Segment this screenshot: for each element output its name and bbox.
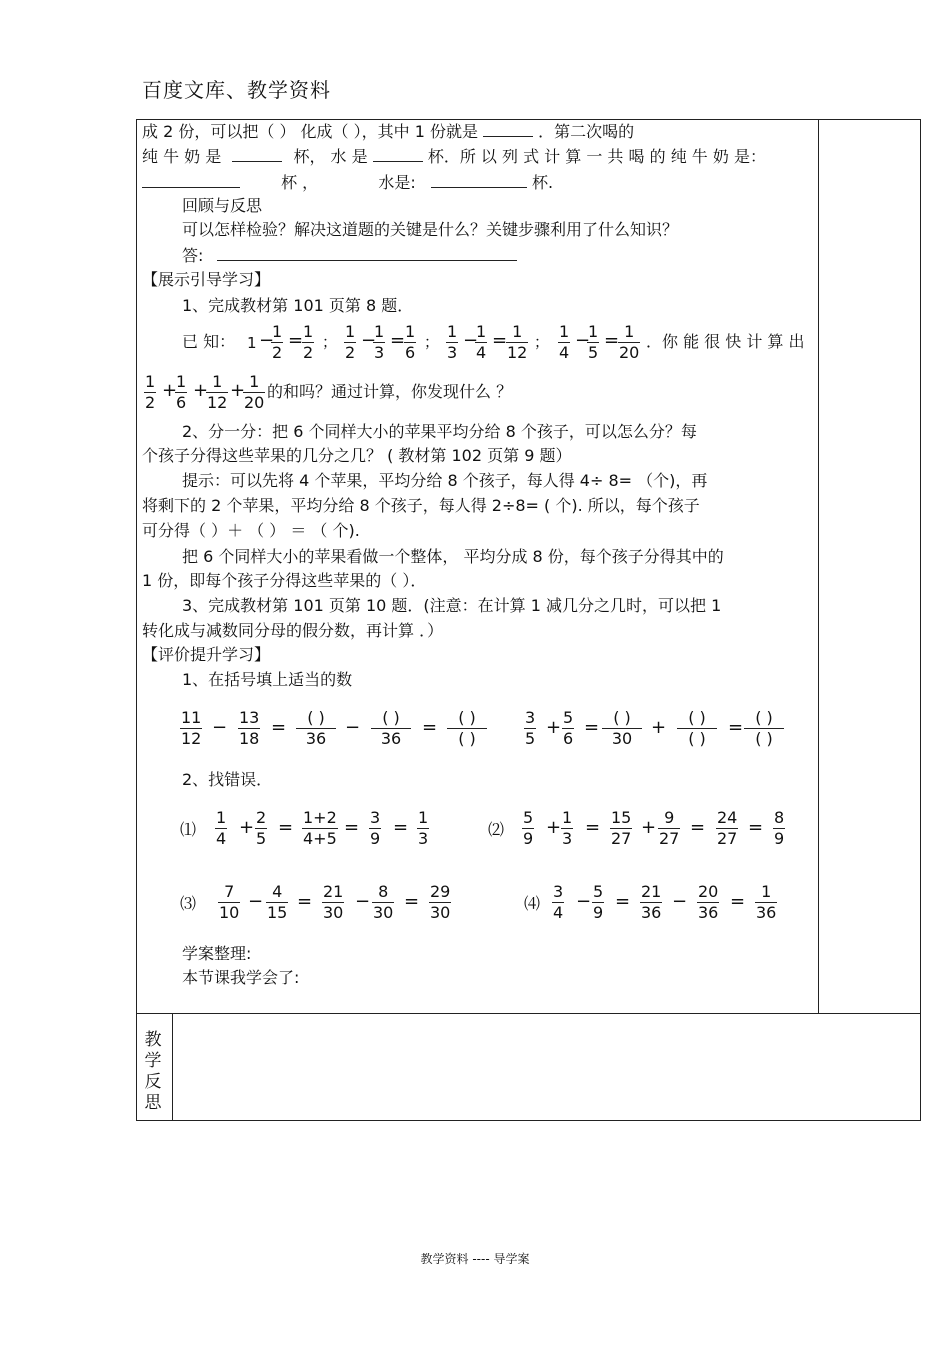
text-line-2 bbox=[142, 146, 766, 167]
equals-sign: = bbox=[344, 817, 360, 838]
equals-sign: = bbox=[492, 330, 508, 351]
fraction-k3a: $\frac{1}{3}$ bbox=[447, 322, 458, 362]
fraction-k4a: $\frac{1}{4}$ bbox=[559, 322, 570, 362]
fraction-k2b: $\frac{1}{3}$ bbox=[374, 322, 385, 362]
fraction-f3: $\frac{21}{36}$ bbox=[641, 882, 662, 922]
fraction-s3: $\frac{1}{12}$ bbox=[207, 372, 228, 412]
minus-sign: − bbox=[576, 891, 592, 912]
fraction-b3: ( ) 30 bbox=[602, 708, 642, 749]
known-label: 已 知： bbox=[182, 332, 236, 351]
question-2-line-2: 个孩子分得这些苹果的几分之几？ ( 教材第 102 页第 9 题） bbox=[142, 446, 572, 465]
fraction-f5: $\frac{1}{36}$ bbox=[756, 882, 777, 922]
minus-sign: − bbox=[672, 891, 688, 912]
fraction-k2a: $\frac{1}{2}$ bbox=[345, 322, 356, 362]
table-column-divider bbox=[818, 119, 819, 1014]
fraction-d4: $\frac{9}{27}$ bbox=[659, 808, 680, 848]
fraction-k4b: $\frac{1}{5}$ bbox=[588, 322, 599, 362]
plus-sign: + bbox=[239, 817, 255, 838]
separator: ； bbox=[534, 333, 550, 351]
text-line-1 bbox=[142, 121, 634, 142]
text-line-1b: ．第二次喝的 bbox=[538, 122, 635, 141]
fraction-e1: $\frac{7}{10}$ bbox=[219, 882, 240, 922]
plus-sign: + bbox=[641, 817, 657, 838]
fraction-k2c: $\frac{1}{6}$ bbox=[405, 322, 416, 362]
fraction-d6: $\frac{8}{9}$ bbox=[774, 808, 785, 848]
answer-label: 答: bbox=[182, 246, 204, 265]
equals-sign: = bbox=[604, 330, 620, 351]
fraction-c2: $\frac{2}{5}$ bbox=[256, 808, 267, 848]
review-question: 可以怎样检验？解决这道题的关键是什么？关键步骤利用了什么知识？ bbox=[182, 220, 679, 239]
fraction-k3c: $\frac{1}{12}$ bbox=[507, 322, 528, 362]
whole-line-1: 把 6 个同样大小的苹果看做一个整体， 平均分成 8 份，每个孩子分得其中的 bbox=[182, 547, 724, 566]
fraction-k4c: $\frac{1}{20}$ bbox=[619, 322, 640, 362]
text-line-1a: 成 2 份，可以把（ ） 化成（ ），其中 1 份就是 bbox=[142, 122, 478, 141]
minus-sign: − bbox=[259, 330, 275, 351]
equals-sign: = bbox=[288, 330, 304, 351]
problem-4-label: ⑷ bbox=[524, 894, 541, 913]
fraction-f1: $\frac{3}{4}$ bbox=[553, 882, 564, 922]
fraction-d2: $\frac{1}{3}$ bbox=[562, 808, 573, 848]
text-line-3 bbox=[142, 172, 553, 193]
plus-sign: + bbox=[546, 817, 562, 838]
problem-2-label: ⑵ bbox=[488, 820, 505, 839]
question-3-line-2: 转化成与减数同分母的假分数，再计算 ．） bbox=[142, 621, 444, 640]
fraction-d3: $\frac{15}{27}$ bbox=[611, 808, 632, 848]
equals-sign: = bbox=[297, 891, 313, 912]
fill-blank bbox=[373, 146, 423, 162]
equals-sign: = bbox=[422, 717, 438, 738]
minus-sign: − bbox=[463, 330, 479, 351]
fill-blank bbox=[232, 146, 282, 162]
plus-sign: + bbox=[546, 717, 562, 738]
fill-blank bbox=[483, 121, 533, 137]
section-show-title: 【展示引导学习】 bbox=[142, 270, 271, 289]
fraction-e3: $\frac{21}{30}$ bbox=[323, 882, 344, 922]
known-tail: ．你 能 很 快 计 算 出 bbox=[646, 332, 805, 351]
fraction-e5: $\frac{29}{30}$ bbox=[430, 882, 451, 922]
equals-sign: = bbox=[690, 817, 706, 838]
separator: ； bbox=[424, 333, 440, 351]
sum-tail: 的和吗？通过计算，你发现什么 ？ bbox=[267, 382, 513, 401]
hint-line-1: 提示：可以先将 4 个苹果，平均分给 8 个孩子，每人得 4÷ 8= （个)，再 bbox=[182, 471, 708, 490]
text-line-2a: 纯 牛 奶 是 bbox=[142, 147, 222, 166]
fraction-c5: $\frac{1}{3}$ bbox=[418, 808, 429, 848]
plus-sign: + bbox=[230, 380, 246, 401]
separator: ； bbox=[322, 333, 338, 351]
fraction-f4: $\frac{20}{36}$ bbox=[698, 882, 719, 922]
table-row-divider bbox=[136, 1013, 921, 1014]
question-2-line-1: 2、分一分：把 6 个同样大小的苹果平均分给 8 个孩子，可以怎么分？每 bbox=[182, 422, 697, 441]
fraction-k1b: $\frac{1}{2}$ bbox=[303, 322, 314, 362]
minus-sign: − bbox=[355, 891, 371, 912]
fraction-k1a: $\frac{1}{2}$ bbox=[272, 322, 283, 362]
fraction-b2: $\frac{5}{6}$ bbox=[563, 708, 574, 748]
question-1: 1、完成教材第 101 页第 8 题． bbox=[182, 296, 414, 315]
equals-sign: = bbox=[615, 891, 631, 912]
fraction-a2: $\frac{13}{18}$ bbox=[239, 708, 260, 748]
equals-sign: = bbox=[585, 817, 601, 838]
minus-sign: − bbox=[212, 717, 228, 738]
reflection-column-divider bbox=[172, 1013, 173, 1121]
answer-blank bbox=[217, 245, 517, 261]
text-line-2b: 杯， 水 是 bbox=[293, 147, 368, 166]
equals-sign: = bbox=[730, 891, 746, 912]
fraction-s2: $\frac{1}{6}$ bbox=[176, 372, 187, 412]
fill-blank bbox=[142, 172, 240, 188]
review-title: 回顾与反思 bbox=[182, 196, 263, 215]
plus-sign: + bbox=[162, 380, 178, 401]
section-eval-title: 【评价提升学习】 bbox=[142, 645, 271, 664]
fraction-a1: $\frac{11}{12}$ bbox=[181, 708, 202, 748]
fraction-e2: $\frac{4}{15}$ bbox=[267, 882, 288, 922]
equals-sign: = bbox=[404, 891, 420, 912]
equals-sign: = bbox=[278, 817, 294, 838]
reflection-label: 教 学 反 思 bbox=[144, 1030, 162, 1113]
fill-blank bbox=[431, 172, 527, 188]
problem-3-label: ⑶ bbox=[180, 894, 197, 913]
equals-sign: = bbox=[393, 817, 409, 838]
equals-sign: = bbox=[390, 330, 406, 351]
plus-sign: + bbox=[193, 380, 209, 401]
hint-line-2: 将剩下的 2 个苹果，平均分给 8 个孩子，每人得 2÷8= ( 个). 所以，每个孩子 bbox=[142, 496, 700, 515]
text-line-3a: 杯 ， bbox=[281, 173, 319, 192]
page-footer: 教学资料 ---- 导学案 bbox=[420, 1252, 530, 1266]
fraction-a5: ( ) ( ) bbox=[447, 708, 487, 749]
text-line-3c: 杯. bbox=[531, 173, 554, 192]
fraction-d1: $\frac{5}{9}$ bbox=[523, 808, 534, 848]
fraction-d5: $\frac{24}{27}$ bbox=[717, 808, 738, 848]
fraction-c4: $\frac{3}{9}$ bbox=[370, 808, 381, 848]
fraction-e4: $\frac{8}{30}$ bbox=[373, 882, 394, 922]
equals-sign: = bbox=[584, 717, 600, 738]
one-number: 1 bbox=[247, 334, 257, 352]
eval-question-2: 2、找错误． bbox=[182, 770, 273, 789]
eval-question-1: 1、在括号填上适当的数 bbox=[182, 670, 353, 689]
fraction-a4: ( ) 36 bbox=[371, 708, 411, 749]
page-header-title: 百度文库、教学资料 bbox=[142, 78, 331, 102]
problem-1-label: ⑴ bbox=[180, 820, 197, 839]
summary-label: 学案整理: bbox=[182, 944, 252, 963]
fraction-b4: ( ) ( ) bbox=[677, 708, 717, 749]
minus-sign: − bbox=[248, 891, 264, 912]
fraction-s1: $\frac{1}{2}$ bbox=[145, 372, 156, 412]
fraction-k3b: $\frac{1}{4}$ bbox=[476, 322, 487, 362]
equals-sign: = bbox=[271, 717, 287, 738]
fraction-c1: $\frac{1}{4}$ bbox=[216, 808, 227, 848]
fraction-b5: ( ) ( ) bbox=[744, 708, 784, 749]
equals-sign: = bbox=[748, 817, 764, 838]
fraction-s4: $\frac{1}{20}$ bbox=[244, 372, 265, 412]
minus-sign: − bbox=[345, 717, 361, 738]
question-3-line-1: 3、完成教材第 101 页第 10 题．(注意：在计算 1 减几分之几时，可以把 1 bbox=[182, 596, 722, 615]
plus-sign: + bbox=[651, 717, 667, 738]
answer-line bbox=[182, 245, 517, 266]
equals-sign: = bbox=[728, 717, 744, 738]
text-line-3b: 水是: bbox=[378, 173, 416, 192]
fraction-a3: ( ) 36 bbox=[296, 708, 336, 749]
minus-sign: − bbox=[575, 330, 591, 351]
whole-line-2: 1 份，即每个孩子分得这些苹果的（ ）． bbox=[142, 571, 427, 590]
hint-line-3: 可分得（ ）＋ （ ） ＝ （ 个). bbox=[142, 521, 360, 540]
learned-label: 本节课我学会了: bbox=[182, 968, 300, 987]
fraction-f2: $\frac{5}{9}$ bbox=[593, 882, 604, 922]
fraction-c3: $\frac{1+2}{4+5}$ bbox=[303, 808, 337, 848]
minus-sign: − bbox=[361, 330, 377, 351]
fraction-b1: $\frac{3}{5}$ bbox=[525, 708, 536, 748]
text-line-2c: 杯．所 以 列 式 计 算 一 共 喝 的 纯 牛 奶 是： bbox=[427, 147, 766, 166]
